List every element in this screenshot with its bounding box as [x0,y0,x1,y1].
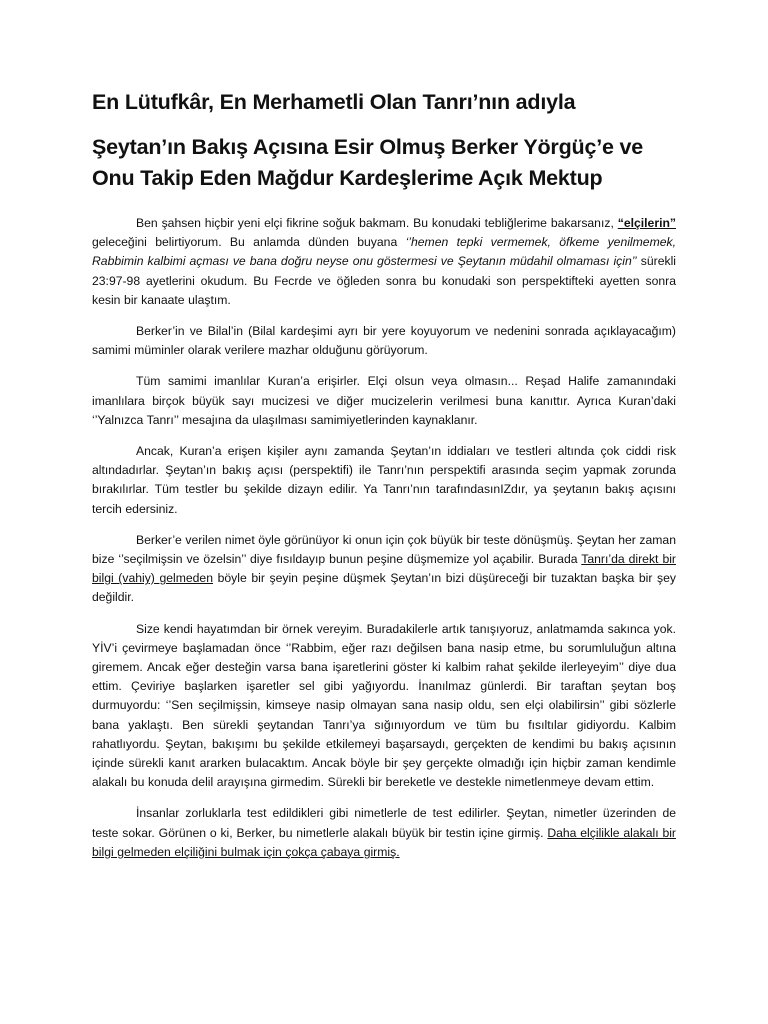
paragraph-4: Ancak, Kuran’a erişen kişiler aynı zamanda Şeytan’ın iddiaları ve testleri altında çok ciddi risk altındadırlar. Şeytan’ın bakış açısı (perspektifi) ile Tanrı’nın perspektifi arasında seçim yapmak zorunda bırakılırlar. Tüm testler bu şekilde dizayn edilir. Ya Tanrı’nın tarafındasınIZdır, ya şeytanın bakış açısını tercih edersiniz. [92,444,676,516]
p6-text-a: Size kendi hayatımdan bir örnek vereyim. Buradakilerle artık tanışıyoruz, anlatmamda sakınca yok. YİV’i çevirmeye başlamadan önce ‘’Rabbim, eğer razı değilsen bana nasip etme, bu sorumluluğun altına giremem. Ancak eğer desteğin varsa bana işaretlerini göster ki kalbim rahat şekilde ilerleyeyim’’ diye dua ettim. Çeviriye başlarken işaretler sel gibi yağıyordu. İnanılmaz günlerdi. Bir taraftan şeytan boş durmuyordu: [92,621,676,713]
p5-underlined: Tanrı’da direkt bir bilgi (vahiy) gelmeden [92,552,676,586]
p6-quote: ‘’Sen seçilmişsin, kimseye nasip olmayan sana nasip oldu, sen elçi olabilirsin’’ [165,698,605,713]
p7-text-a: İnsanlar zorluklarla test edildikleri gibi nimetlerle de test edilirler. Şeytan, nimetler üzerinden de teste sokar. Görünen o ki, Berker, bu nimetlerle alakalı büyük bir testin içine girmiş. [92,806,676,840]
p1-text-c: sürekli 23:97-98 ayetlerini okudum. Bu Fecrde ve öğleden sonra bu konudaki son perspektifteki ayetten sonra kesin bir kanaate ulaştım. [92,254,676,307]
p6-text-b: gibi sözlerle bana yaklaştı. Ben sürekli şeytandan Tanrı’ya sığınıyordum ve tüm bu fısıltılar gidiyordu. Kalbim rahatlıyordu. Şeytan, bakışımı bu şekilde etkilemeyi başarsaydı, gerçekten de kendimi bu bakış açısının içinde sürekli kanıt ararken bulacaktım. Ancak böyle bir şey gerçekte olmadığı için hiçbir zaman kendimle alakalı bu konuda delil arayışına girmedim. Sürekli bir bereketle ve destekle nimetlenmeye devam ettim. [92,698,676,790]
document-page [92,88,676,874]
paragraph-5 [92,531,676,608]
p7-underlined: Daha elçilikle alakalı bir bilgi gelmeden elçiliğini bulmak için çokça çabaya girmiş. [92,825,676,859]
p1-italic-quote: ‘’hemen tepki vermemek, öfkeme yenilmemek, Rabbimin kalbimi açması ve bana doğru neyse onu göstermesi ve Şeytanın müdahil olmaması için’’ [92,235,676,269]
paragraph-7 [92,804,676,862]
p1-text-a: Ben şahsen hiçbir yeni elçi fikrine soğuk bakmam. Bu konudaki tebliğlerime bakarsanız, [136,216,618,230]
p1-bold-elciler: “elçilerin” [617,216,676,230]
p1-text-b: geleceğini belirtiyorum. Bu anlamda dünden buyana [92,235,406,250]
heading-basmala: En Lütufkâr, En Merhametli Olan Tanrı’nın adıyla [92,90,576,114]
p5-text-b: böyle bir şeyin peşine düşmek Şeytan’ın bizi düşüreceği bir tuzaktan başka bir şey değildir. [92,571,676,605]
p5-text-a: Berker’e verilen nimet öyle görünüyor ki onun için çok büyük bir teste dönüşmüş. Şeytan her zaman bize ‘’seçilmişsin ve özelsin’’ diye fısıldayıp bunun peşine düşmemize yol açabilir. Burada [92,532,676,567]
paragraph-2: Berker’in ve Bilal’in (Bilal kardeşimi ayrı bir yere koyuyorum ve nedenini sonrada açıklayacağım) samimi müminler olarak verilere mazhar olduğunu görüyorum. [92,324,676,358]
paragraph-6 [92,620,676,793]
paragraph-3: Tüm samimi imanlılar Kuran’a erişirler. Elçi olsun veya olmasın... Reşad Halife zamanındaki imanlılara birçok büyük sayı mucizesi ve diğer mucizelerin verilmesi buna kanıttır. Ayrıca Kuran’daki ‘’Yalnızca Tanrı’’ mesajına da ulaşılması samimiyetlerinden kaynaklanır. [92,374,676,427]
paragraph-1 [92,214,676,310]
heading-title: Şeytan’ın Bakış Açısına Esir Olmuş Berker Yörgüç’e ve Onu Takip Eden Mağdur Kardeşlerime Açık Mektup [92,135,644,190]
